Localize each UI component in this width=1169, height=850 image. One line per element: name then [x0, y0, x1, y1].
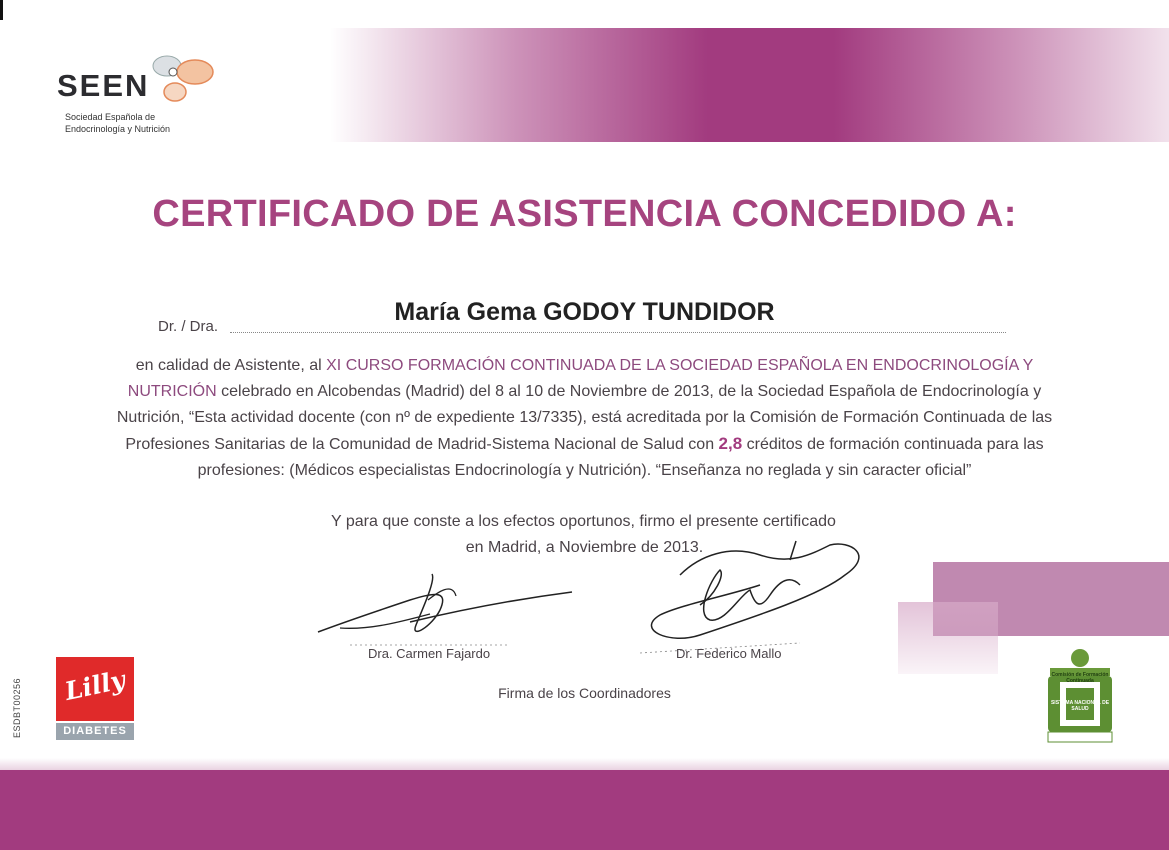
footer-band	[0, 770, 1169, 850]
document-code: ESDBT00256	[12, 677, 22, 738]
credits-value: 2,8	[718, 434, 743, 453]
signer-name-2: Dr. Federico Mallo	[676, 646, 782, 661]
seen-logo-icon	[145, 50, 217, 108]
sns-system-label: SISTEMA NACIONAL DE SALUD	[1050, 700, 1110, 712]
coordinators-label: Firma de los Coordinadores	[498, 685, 671, 701]
logo-subtitle: Sociedad Española de Endocrinología y Nutrición	[65, 112, 171, 134]
body-professions: créditos de formación continuada para las profesiones: (Médicos especialistas Endocrinología y Nutrición). “Enseñanza no reglada y sin caracter oficial”	[197, 436, 1044, 479]
scan-edge-mark	[0, 0, 3, 20]
seen-logo	[57, 50, 227, 140]
closing-line-2: en Madrid, a Noviembre de 2013.	[465, 539, 704, 556]
lilly-red-block	[56, 657, 134, 721]
header-band	[330, 28, 1169, 142]
body-intro: en calidad de Asistente, al	[135, 357, 327, 374]
lilly-division: DIABETES	[56, 723, 134, 740]
lilly-logo	[56, 657, 134, 741]
decorative-pink-fade	[898, 602, 998, 674]
signature-mallo	[640, 535, 880, 655]
name-dotted-line	[230, 332, 1006, 333]
footer-fade	[0, 758, 1169, 770]
lilly-brand: Lilly	[62, 665, 128, 706]
recipient-label: Dr. / Dra.	[158, 318, 219, 335]
body-details: celebrado en Alcobendas (Madrid) del 8 al 10 de Noviembre de 2013, de la Sociedad Española de Endocrinología y Nutrición, “Esta actividad docente (con nº de expediente 13/7335), está acreditada por la Comisión de Formación Continuada de las Profesiones Sanitarias de la Comunidad de Madrid-Sistema Nacional de Salud con	[116, 383, 1053, 453]
sns-org-label: Comisión de Formación Continuada	[1051, 672, 1109, 684]
closing-line-1: Y para que conste a los efectos oportunos, firmo el presente certificado	[331, 513, 836, 530]
course-name: XI CURSO FORMACIÓN CONTINUADA DE LA SOCIEDAD ESPAÑOLA EN ENDOCRINOLOGÍA Y NUTRICIÓN	[127, 357, 1034, 400]
closing-text	[0, 509, 1169, 561]
recipient-name: María Gema GODOY TUNDIDOR	[394, 298, 775, 326]
signature-fajardo	[310, 570, 580, 650]
signer-name-1: Dra. Carmen Fajardo	[368, 646, 491, 661]
certificate-body	[100, 353, 1069, 484]
certificate-title: CERTIFICADO DE ASISTENCIA CONCEDIDO A:	[152, 193, 1017, 235]
sns-accreditation-logo	[1040, 648, 1120, 748]
logo-name: SEEN	[57, 68, 150, 103]
